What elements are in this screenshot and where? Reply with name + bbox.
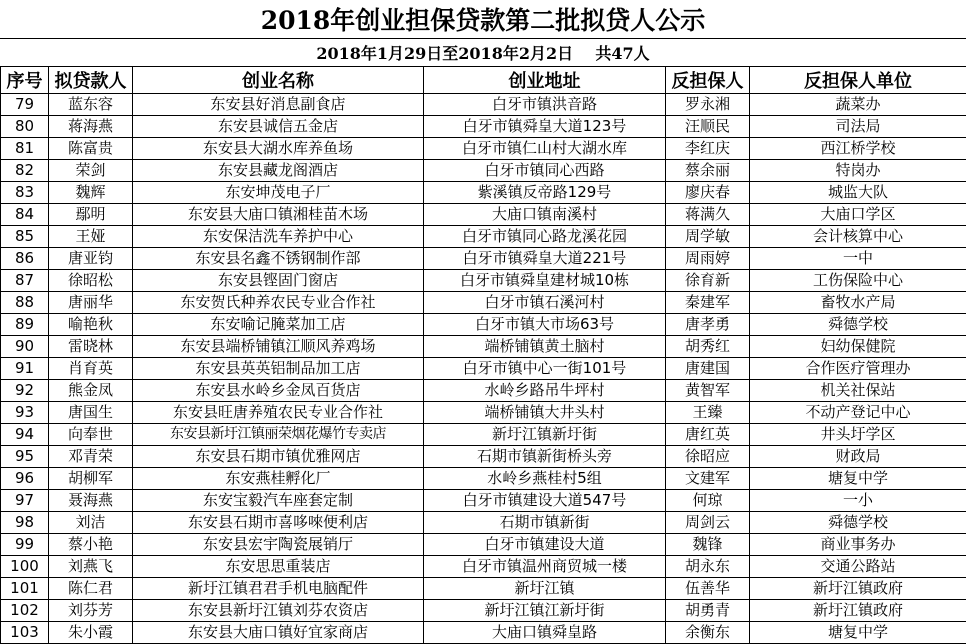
- table-row: [1, 446, 966, 468]
- cell-guarantor-unit: 新圩江镇政府: [750, 578, 966, 600]
- cell-business-address: 白牙市镇舜皇建材城10栋: [424, 270, 666, 292]
- cell-guarantor: 黄智军: [666, 380, 750, 402]
- cell-index: 84: [1, 204, 49, 226]
- cell-guarantor: 廖庆春: [666, 182, 750, 204]
- cell-index: 94: [1, 424, 49, 446]
- cell-business-name: 东安燕桂孵化厂: [133, 468, 424, 490]
- table-row: [1, 248, 966, 270]
- cell-business-name: 东安县大湖水库养鱼场: [133, 138, 424, 160]
- cell-business-address: 白牙市镇舜皇大道123号: [424, 116, 666, 138]
- cell-index: 82: [1, 160, 49, 182]
- cell-business-name: 东安县新圩江镇刘芬农资店: [133, 600, 424, 622]
- cell-business-name: 东安县宏宇陶瓷展销厅: [133, 534, 424, 556]
- cell-business-address: 新圩江镇新圩街: [424, 424, 666, 446]
- page-title: 2018年创业担保贷款第二批拟贷人公示: [0, 0, 966, 39]
- cell-index: 91: [1, 358, 49, 380]
- table-row: [1, 138, 966, 160]
- cell-index: 86: [1, 248, 49, 270]
- cell-business-name: 东安县新圩江镇丽荣烟花爆竹专卖店: [133, 424, 424, 446]
- cell-guarantor: 魏锋: [666, 534, 750, 556]
- table-row: [1, 160, 966, 182]
- cell-borrower: 魏辉: [49, 182, 133, 204]
- table-row: [1, 468, 966, 490]
- header-guarantor: 反担保人: [666, 67, 750, 94]
- cell-borrower: 鄢明: [49, 204, 133, 226]
- cell-index: 99: [1, 534, 49, 556]
- cell-borrower: 荣剑: [49, 160, 133, 182]
- cell-business-name: 东安县石期市喜哆唻便利店: [133, 512, 424, 534]
- cell-guarantor: 胡勇青: [666, 600, 750, 622]
- cell-guarantor: 汪顺民: [666, 116, 750, 138]
- cell-index: 83: [1, 182, 49, 204]
- cell-business-name: 东安县旺唐养殖农民专业合作社: [133, 402, 424, 424]
- cell-guarantor: 唐红英: [666, 424, 750, 446]
- cell-guarantor: 胡永东: [666, 556, 750, 578]
- cell-guarantor-unit: 舜德学校: [750, 512, 966, 534]
- cell-guarantor-unit: 畜牧水产局: [750, 292, 966, 314]
- cell-business-address: 白牙市镇仁山村大湖水库: [424, 138, 666, 160]
- cell-borrower: 雷晓林: [49, 336, 133, 358]
- cell-guarantor: 徐育新: [666, 270, 750, 292]
- cell-guarantor: 蒋满久: [666, 204, 750, 226]
- cell-guarantor-unit: 合作医疗管理办: [750, 358, 966, 380]
- table-row: [1, 578, 966, 600]
- table-row: [1, 116, 966, 138]
- table-row: [1, 204, 966, 226]
- header-index: 序号: [1, 67, 49, 94]
- cell-business-name: 新圩江镇君君手机电脑配件: [133, 578, 424, 600]
- table-header-row: [1, 67, 966, 94]
- cell-borrower: 蔡小艳: [49, 534, 133, 556]
- cell-guarantor-unit: 交通公路站: [750, 556, 966, 578]
- cell-index: 89: [1, 314, 49, 336]
- cell-guarantor: 罗永湘: [666, 94, 750, 116]
- table-row: [1, 424, 966, 446]
- cell-borrower: 蒋海燕: [49, 116, 133, 138]
- cell-business-name: 东安县铿固门窗店: [133, 270, 424, 292]
- cell-borrower: 徐昭松: [49, 270, 133, 292]
- cell-index: 98: [1, 512, 49, 534]
- cell-guarantor: 秦建军: [666, 292, 750, 314]
- cell-borrower: 朱小霞: [49, 622, 133, 644]
- cell-index: 103: [1, 622, 49, 644]
- borrower-table: [0, 66, 966, 644]
- cell-borrower: 刘燕飞: [49, 556, 133, 578]
- cell-business-address: 白牙市镇同心西路: [424, 160, 666, 182]
- table-row: [1, 182, 966, 204]
- table-row: [1, 358, 966, 380]
- cell-business-address: 白牙市镇建设大道: [424, 534, 666, 556]
- cell-business-address: 新圩江镇: [424, 578, 666, 600]
- cell-guarantor-unit: 工伤保险中心: [750, 270, 966, 292]
- cell-guarantor: 周雨婷: [666, 248, 750, 270]
- cell-guarantor-unit: 新圩江镇政府: [750, 600, 966, 622]
- cell-borrower: 胡柳军: [49, 468, 133, 490]
- cell-business-name: 东安县藏龙阁酒店: [133, 160, 424, 182]
- cell-business-name: 东安县诚信五金店: [133, 116, 424, 138]
- cell-guarantor-unit: 舜德学校: [750, 314, 966, 336]
- cell-business-address: 白牙市镇建设大道547号: [424, 490, 666, 512]
- cell-guarantor-unit: 西江桥学校: [750, 138, 966, 160]
- cell-borrower: 向奉世: [49, 424, 133, 446]
- cell-borrower: 邓青荣: [49, 446, 133, 468]
- cell-index: 93: [1, 402, 49, 424]
- cell-index: 95: [1, 446, 49, 468]
- header-business-name: 创业名称: [133, 67, 424, 94]
- cell-borrower: 刘芬芳: [49, 600, 133, 622]
- cell-business-address: 白牙市镇温州商贸城一楼: [424, 556, 666, 578]
- cell-index: 88: [1, 292, 49, 314]
- table-row: [1, 94, 966, 116]
- cell-borrower: 王娅: [49, 226, 133, 248]
- cell-index: 101: [1, 578, 49, 600]
- cell-guarantor: 蔡余丽: [666, 160, 750, 182]
- cell-business-name: 东安思思重装店: [133, 556, 424, 578]
- cell-guarantor: 何琼: [666, 490, 750, 512]
- table-row: [1, 380, 966, 402]
- cell-guarantor-unit: 一小: [750, 490, 966, 512]
- cell-business-name: 东安县好消息副食店: [133, 94, 424, 116]
- cell-index: 79: [1, 94, 49, 116]
- cell-guarantor-unit: 不动产登记中心: [750, 402, 966, 424]
- cell-business-name: 东安喻记腌菜加工店: [133, 314, 424, 336]
- cell-business-name: 东安贺氏种养农民专业合作社: [133, 292, 424, 314]
- cell-business-name: 东安宝毅汽车座套定制: [133, 490, 424, 512]
- cell-guarantor-unit: 塘复中学: [750, 622, 966, 644]
- cell-business-address: 白牙市镇舜皇大道221号: [424, 248, 666, 270]
- cell-business-address: 大庙口镇南溪村: [424, 204, 666, 226]
- cell-guarantor: 唐建国: [666, 358, 750, 380]
- cell-borrower: 蓝东容: [49, 94, 133, 116]
- cell-business-address: 石期市镇新街: [424, 512, 666, 534]
- cell-business-name: 东安县名鑫不锈钢制作部: [133, 248, 424, 270]
- cell-business-name: 东安坤茂电子厂: [133, 182, 424, 204]
- cell-business-address: 水岭乡燕桂村5组: [424, 468, 666, 490]
- cell-guarantor: 胡秀红: [666, 336, 750, 358]
- cell-borrower: 刘洁: [49, 512, 133, 534]
- cell-guarantor-unit: 司法局: [750, 116, 966, 138]
- cell-business-address: 白牙市镇洪音路: [424, 94, 666, 116]
- cell-business-address: 端桥铺镇黄土脑村: [424, 336, 666, 358]
- cell-guarantor-unit: 财政局: [750, 446, 966, 468]
- cell-business-address: 石期市镇新街桥头旁: [424, 446, 666, 468]
- table-row: [1, 314, 966, 336]
- cell-index: 90: [1, 336, 49, 358]
- cell-business-address: 水岭乡路吊牛坪村: [424, 380, 666, 402]
- header-borrower: 拟贷款人: [49, 67, 133, 94]
- table-row: [1, 622, 966, 644]
- page-subtitle: 2018年1月29日至2018年2月2日 共47人: [0, 39, 966, 66]
- cell-index: 80: [1, 116, 49, 138]
- cell-guarantor: 周剑云: [666, 512, 750, 534]
- cell-business-name: 东安县水岭乡金凤百货店: [133, 380, 424, 402]
- cell-business-address: 大庙口镇舜皇路: [424, 622, 666, 644]
- cell-guarantor-unit: 妇幼保健院: [750, 336, 966, 358]
- table-row: [1, 600, 966, 622]
- cell-business-name: 东安保洁洗车养护中心: [133, 226, 424, 248]
- cell-business-name: 东安县英英铝制品加工店: [133, 358, 424, 380]
- cell-guarantor: 文建军: [666, 468, 750, 490]
- cell-guarantor-unit: 会计核算中心: [750, 226, 966, 248]
- cell-index: 102: [1, 600, 49, 622]
- cell-business-address: 白牙市镇石溪河村: [424, 292, 666, 314]
- cell-guarantor-unit: 一中: [750, 248, 966, 270]
- cell-business-address: 白牙市镇大市场63号: [424, 314, 666, 336]
- table-row: [1, 402, 966, 424]
- table-row: [1, 490, 966, 512]
- cell-guarantor-unit: 特岗办: [750, 160, 966, 182]
- cell-business-name: 东安县大庙口镇湘桂苗木场: [133, 204, 424, 226]
- cell-guarantor: 李红庆: [666, 138, 750, 160]
- header-business-address: 创业地址: [424, 67, 666, 94]
- table-row: [1, 336, 966, 358]
- cell-index: 85: [1, 226, 49, 248]
- table-row: [1, 512, 966, 534]
- table-row: [1, 556, 966, 578]
- cell-borrower: 唐丽华: [49, 292, 133, 314]
- table-row: [1, 270, 966, 292]
- cell-borrower: 肖育英: [49, 358, 133, 380]
- cell-business-address: 新圩江镇江新圩街: [424, 600, 666, 622]
- cell-guarantor-unit: 井头圩学区: [750, 424, 966, 446]
- cell-business-name: 东安县大庙口镇好宜家商店: [133, 622, 424, 644]
- cell-business-name: 东安县端桥铺镇江顺风养鸡场: [133, 336, 424, 358]
- cell-guarantor: 余衡东: [666, 622, 750, 644]
- header-guarantor-unit: 反担保人单位: [750, 67, 966, 94]
- cell-borrower: 唐亚钧: [49, 248, 133, 270]
- cell-borrower: 喻艳秋: [49, 314, 133, 336]
- cell-borrower: 熊金凤: [49, 380, 133, 402]
- cell-index: 97: [1, 490, 49, 512]
- cell-borrower: 陈仁君: [49, 578, 133, 600]
- cell-index: 100: [1, 556, 49, 578]
- cell-index: 87: [1, 270, 49, 292]
- cell-guarantor: 伍善华: [666, 578, 750, 600]
- cell-guarantor: 周学敏: [666, 226, 750, 248]
- table-row: [1, 292, 966, 314]
- cell-business-address: 白牙市镇同心路龙溪花园: [424, 226, 666, 248]
- cell-guarantor: 王臻: [666, 402, 750, 424]
- cell-index: 92: [1, 380, 49, 402]
- cell-guarantor-unit: 蔬菜办: [750, 94, 966, 116]
- cell-guarantor-unit: 塘复中学: [750, 468, 966, 490]
- cell-business-address: 紫溪镇反帝路129号: [424, 182, 666, 204]
- cell-index: 81: [1, 138, 49, 160]
- cell-guarantor: 徐昭应: [666, 446, 750, 468]
- table-row: [1, 534, 966, 556]
- cell-borrower: 陈富贵: [49, 138, 133, 160]
- cell-business-address: 白牙市镇中心一街101号: [424, 358, 666, 380]
- cell-borrower: 聂海燕: [49, 490, 133, 512]
- cell-borrower: 唐国生: [49, 402, 133, 424]
- cell-guarantor-unit: 大庙口学区: [750, 204, 966, 226]
- cell-guarantor-unit: 城监大队: [750, 182, 966, 204]
- cell-business-name: 东安县石期市镇优雅网店: [133, 446, 424, 468]
- table-row: [1, 226, 966, 248]
- cell-guarantor-unit: 商业事务办: [750, 534, 966, 556]
- cell-guarantor: 唐孝勇: [666, 314, 750, 336]
- cell-index: 96: [1, 468, 49, 490]
- cell-business-address: 端桥铺镇大井头村: [424, 402, 666, 424]
- cell-guarantor-unit: 机关社保站: [750, 380, 966, 402]
